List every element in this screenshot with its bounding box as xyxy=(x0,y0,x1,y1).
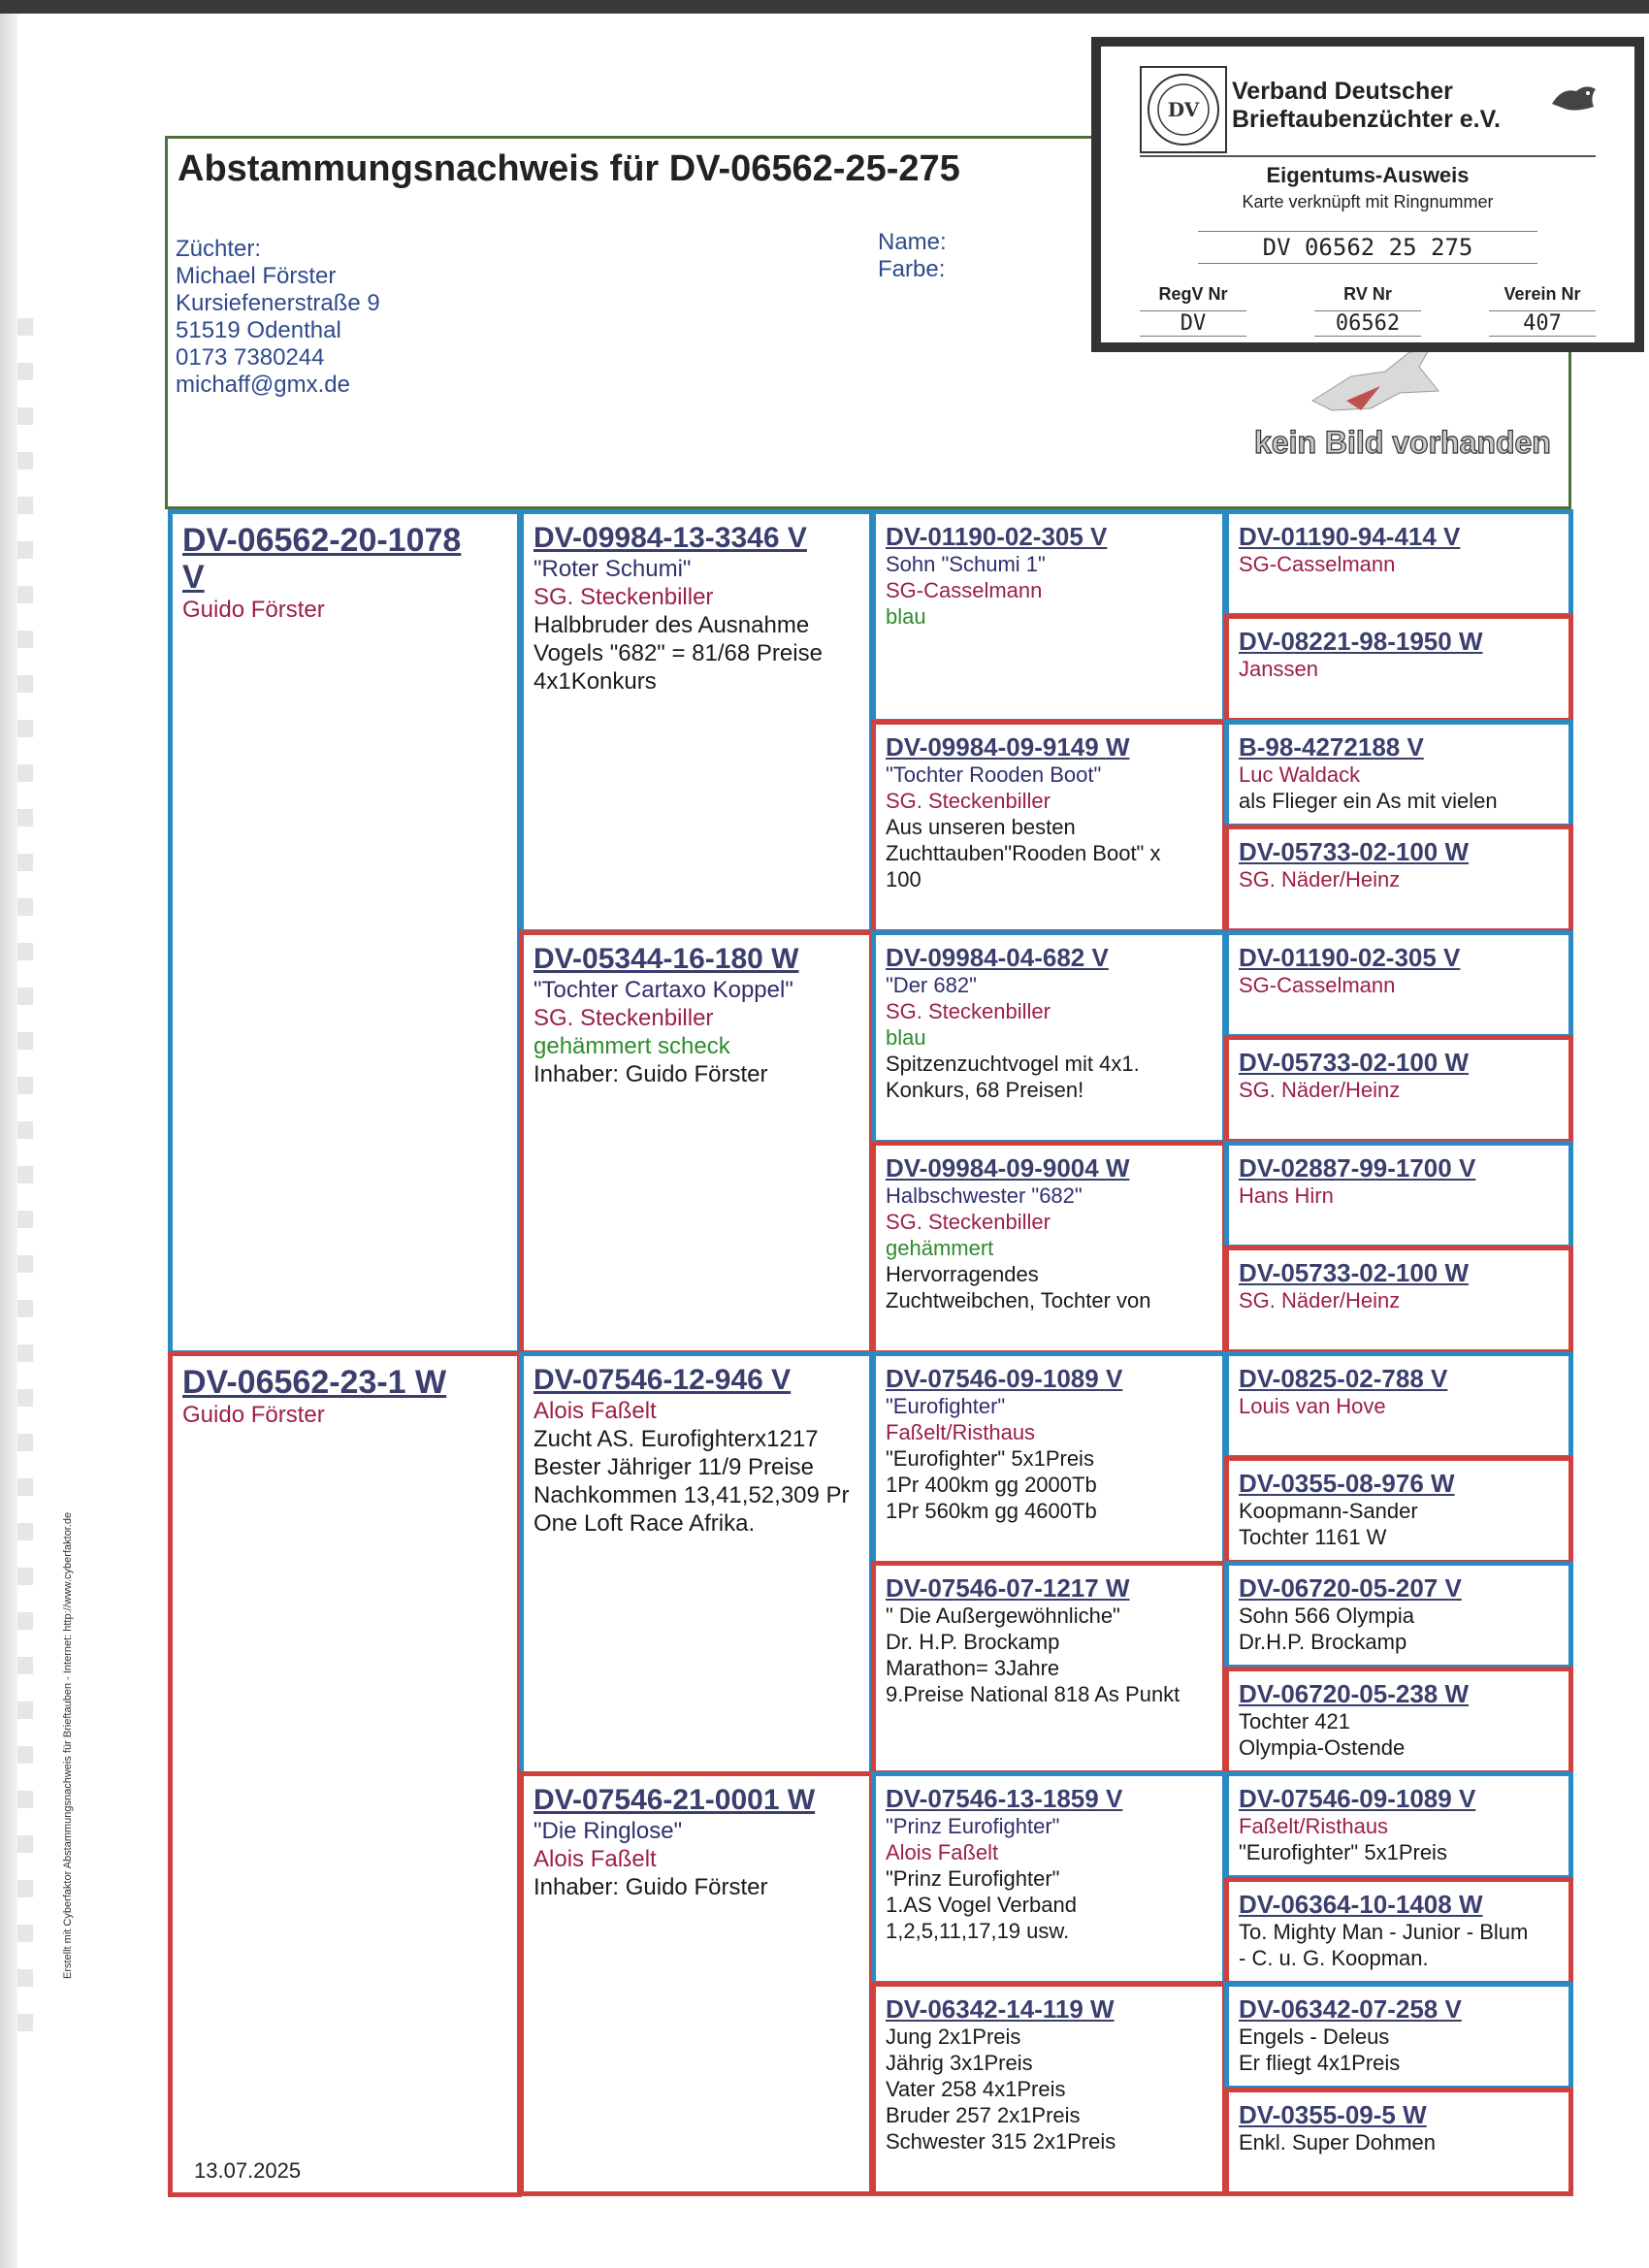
breeder-phone: 0173 7380244 xyxy=(176,344,325,371)
ring-number: DV-0355-08-976 W xyxy=(1239,1469,1455,1498)
ring-number: DV-08221-98-1950 W xyxy=(1239,627,1483,656)
pedigree-breeder: SG-Casselmann xyxy=(1239,973,1396,997)
ring-number: DV-06342-14-119 W xyxy=(886,1994,1115,2024)
pedigree-breeder: Alois Faßelt xyxy=(534,1398,657,1424)
pedigree-breeder: Luc Waldack xyxy=(1239,762,1361,787)
ring-number: DV-06562-20-1078 xyxy=(182,522,462,559)
ring-number: DV-06720-05-207 V xyxy=(1239,1573,1462,1603)
card-verein-label: Verein Nr xyxy=(1504,284,1581,304)
pedigree-name: "Eurofighter" xyxy=(886,1394,1006,1418)
pedigree-cell-gen4-6 xyxy=(1224,1035,1573,1144)
pedigree-text: 100 xyxy=(886,867,922,891)
ring-number: DV-07546-09-1089 V xyxy=(1239,1784,1476,1813)
pigeon-icon xyxy=(1547,80,1600,118)
breeder-city: 51519 Odenthal xyxy=(176,317,341,343)
pedigree-breeder: Guido Förster xyxy=(182,1402,325,1428)
ring-number: DV-06342-07-258 V xyxy=(1239,1994,1462,2024)
card-subtitle: Karte verknüpft mit Ringnummer xyxy=(1242,192,1494,211)
pedigree-cell-gen2-2 xyxy=(519,930,874,1355)
pedigree-breeder: SG. Näder/Heinz xyxy=(1239,1288,1401,1312)
pedigree-cell-gen4-13 xyxy=(1224,1771,1573,1880)
ring-number: DV-02887-99-1700 V xyxy=(1239,1153,1476,1183)
card-verein xyxy=(1489,284,1596,337)
pedigree-breeder: SG-Casselmann xyxy=(886,578,1043,602)
scan-edge xyxy=(0,0,17,2268)
pedigree-text: Dr.H.P. Brockamp xyxy=(1239,1630,1407,1654)
pedigree-cell-gen3-8 xyxy=(871,1982,1227,2196)
pedigree-cell-gen4-14 xyxy=(1224,1877,1573,1986)
pedigree-breeder: Faßelt/Risthaus xyxy=(886,1420,1036,1444)
ring-number: DV-06364-10-1408 W xyxy=(1239,1890,1483,1919)
pedigree-text: Olympia-Ostende xyxy=(1239,1735,1406,1760)
pedigree-text: Schwester 315 2x1Preis xyxy=(886,2129,1116,2154)
pedigree-breeder: Guido Förster xyxy=(182,597,325,623)
pedigree-cell-gen4-5 xyxy=(1224,930,1573,1039)
breeder-label: Züchter: xyxy=(176,236,262,262)
card-org-name xyxy=(1232,78,1501,134)
card-regv-label: RegV Nr xyxy=(1158,284,1228,304)
card-verein-value: 407 xyxy=(1489,310,1596,337)
pedigree-text: Engels - Deleus xyxy=(1239,2025,1390,2049)
pedigree-cell-gen3-1 xyxy=(871,509,1227,724)
pedigree-cell-gen4-16 xyxy=(1224,2088,1573,2196)
pedigree-breeder: Faßelt/Risthaus xyxy=(1239,1814,1389,1838)
pedigree-cell-gen3-4 xyxy=(871,1141,1227,1355)
pedigree-cell-gen2-3 xyxy=(519,1351,874,1776)
card-org-line1: Verband Deutscher xyxy=(1232,78,1453,105)
pedigree-breeder: SG-Casselmann xyxy=(1239,552,1396,576)
ring-number: DV-01190-02-305 V xyxy=(1239,943,1461,972)
side-credit: Erstellt mit Cyberfaktor Abstammungsnachweis für Brieftauben - Internet: http://www.cyberfaktor.de xyxy=(62,1511,74,1979)
card-regv-value: DV xyxy=(1140,310,1246,337)
card-divider xyxy=(1140,155,1596,157)
pedigree-text: One Loft Race Afrika. xyxy=(534,1510,756,1537)
ring-number: DV-05733-02-100 W xyxy=(1239,837,1470,866)
card-rv-label: RV Nr xyxy=(1343,284,1392,304)
print-date: 13.07.2025 xyxy=(194,2158,302,2183)
pedigree-name: Halbschwester "682" xyxy=(886,1183,1083,1208)
pedigree-breeder: SG. Steckenbiller xyxy=(886,789,1051,813)
pedigree-name: "Prinz Eurofighter" xyxy=(886,1814,1060,1838)
ring-number: DV-01190-02-305 V xyxy=(886,522,1108,551)
pedigree-breeder: SG. Steckenbiller xyxy=(534,584,714,610)
pedigree-text: Jährig 3x1Preis xyxy=(886,2051,1033,2075)
pedigree-cell-gen3-5 xyxy=(871,1351,1227,1566)
pedigree-text: Koopmann-Sander xyxy=(1239,1499,1418,1523)
pedigree-cell-gen3-7 xyxy=(871,1771,1227,1986)
pedigree-text: als Flieger ein As mit vielen xyxy=(1239,789,1498,813)
pedigree-cell-gen4-3 xyxy=(1224,720,1573,828)
ring-number: DV-0825-02-788 V xyxy=(1239,1364,1448,1393)
breeder-email: michaff@gmx.de xyxy=(176,372,350,398)
ring-number: DV-07546-21-0001 W xyxy=(534,1784,816,1816)
pedigree-text: Tochter 421 xyxy=(1239,1709,1350,1733)
ring-number: DV-05733-02-100 W xyxy=(1239,1048,1470,1077)
pedigree-cell-gen4-12 xyxy=(1224,1667,1573,1775)
ring-number: DV-07546-13-1859 V xyxy=(886,1784,1123,1813)
pedigree-text: Aus unseren besten xyxy=(886,815,1076,839)
pedigree-color: gehämmert scheck xyxy=(534,1033,730,1059)
pedigree-text: Enkl. Super Dohmen xyxy=(1239,2130,1436,2155)
pedigree-text: 4x1Konkurs xyxy=(534,668,657,695)
pedigree-breeder: Janssen xyxy=(1239,657,1318,681)
pedigree-text: Halbbruder des Ausnahme xyxy=(534,612,810,638)
ring-number: DV-09984-09-9004 W xyxy=(886,1153,1130,1183)
card-rv-value: 06562 xyxy=(1314,310,1421,337)
pedigree-cell-gen4-2 xyxy=(1224,614,1573,723)
pedigree-cell-gen4-11 xyxy=(1224,1561,1573,1669)
pedigree-text: Inhaber: Guido Förster xyxy=(534,1061,768,1087)
pedigree-breeder: Louis van Hove xyxy=(1239,1394,1386,1418)
pedigree-text: - C. u. G. Koopman. xyxy=(1239,1946,1429,1970)
pedigree-breeder: SG. Steckenbiller xyxy=(534,1005,714,1031)
ring-number: DV-0355-09-5 W xyxy=(1239,2100,1427,2129)
card-ring-number: DV 06562 25 275 xyxy=(1198,231,1537,264)
pedigree-name: "Tochter Rooden Boot" xyxy=(886,762,1102,787)
pedigree-text: Inhaber: Guido Förster xyxy=(534,1874,768,1900)
pedigree-breeder: Hans Hirn xyxy=(1239,1183,1334,1208)
pedigree-text: 9.Preise National 818 As Punkt xyxy=(886,1682,1180,1706)
pedigree-cell-gen1-1 xyxy=(168,509,522,1355)
pedigree-color: blau xyxy=(886,604,926,629)
ring-suffix: V xyxy=(182,559,205,596)
ring-number: DV-09984-13-3346 V xyxy=(534,522,807,554)
pedigree-cell-gen4-1 xyxy=(1224,509,1573,618)
breeder-street: Kursiefenerstraße 9 xyxy=(176,290,380,316)
color-label: Farbe: xyxy=(878,256,946,282)
pedigree-text: Sohn 566 Olympia xyxy=(1239,1604,1414,1628)
pedigree-cell-gen3-6 xyxy=(871,1561,1227,1775)
ring-number: DV-06720-05-238 W xyxy=(1239,1679,1470,1708)
pedigree-cell-gen4-9 xyxy=(1224,1351,1573,1460)
pedigree-breeder: SG. Näder/Heinz xyxy=(1239,1078,1401,1102)
ownership-card xyxy=(1091,37,1644,352)
pedigree-breeder: SG. Steckenbiller xyxy=(886,1210,1051,1234)
pedigree-text: Jung 2x1Preis xyxy=(886,2025,1021,2049)
ring-number: DV-05344-16-180 W xyxy=(534,943,799,975)
pedigree-name: Sohn "Schumi 1" xyxy=(886,552,1046,576)
pedigree-text: "Prinz Eurofighter" xyxy=(886,1866,1060,1891)
pedigree-text: Zuchtweibchen, Tochter von xyxy=(886,1288,1151,1312)
ring-number: DV-07546-07-1217 W xyxy=(886,1573,1130,1603)
pedigree-text: Hervorragendes xyxy=(886,1262,1039,1286)
pedigree-color: gehämmert xyxy=(886,1236,994,1260)
ring-number: DV-09984-09-9149 W xyxy=(886,732,1130,761)
pedigree-name: "Der 682" xyxy=(886,973,977,997)
breeder-block xyxy=(176,236,380,399)
pedigree-text: Marathon= 3Jahre xyxy=(886,1656,1060,1680)
pedigree-text: " Die Außergewöhnliche" xyxy=(886,1604,1120,1628)
pedigree-breeder: SG. Näder/Heinz xyxy=(1239,867,1401,891)
pedigree-text: Vater 258 4x1Preis xyxy=(886,2077,1066,2101)
pedigree-name: "Die Ringlose" xyxy=(534,1818,683,1844)
ring-number: DV-07546-12-946 V xyxy=(534,1364,792,1396)
pedigree-text: Zucht AS. Eurofighterx1217 xyxy=(534,1426,819,1452)
binder-holes xyxy=(17,291,33,2037)
scan-top-edge xyxy=(0,0,1649,14)
pedigree-text: Zuchttauben"Rooden Boot" x xyxy=(886,841,1161,865)
card-rv xyxy=(1314,284,1421,337)
page-title: Abstammungsnachweis für DV-06562-25-275 xyxy=(178,148,960,189)
pedigree-cell-gen4-15 xyxy=(1224,1982,1573,2090)
no-image-label: kein Bild vorhanden xyxy=(1254,425,1551,460)
pedigree-breeder: Alois Faßelt xyxy=(886,1840,999,1864)
pedigree-name: "Tochter Cartaxo Koppel" xyxy=(534,977,793,1003)
pedigree-text: Bruder 257 2x1Preis xyxy=(886,2103,1081,2127)
name-label: Name: xyxy=(878,229,947,255)
card-type: Eigentums-Ausweis xyxy=(1266,163,1470,187)
pedigree-cell-gen1-2 xyxy=(168,1351,522,2197)
pedigree-cell-gen2-4 xyxy=(519,1771,874,2196)
pedigree-cell-gen2-1 xyxy=(519,509,874,934)
pedigree-cell-gen4-7 xyxy=(1224,1141,1573,1249)
pedigree-cell-gen3-2 xyxy=(871,720,1227,934)
pedigree-text: To. Mighty Man - Junior - Blum xyxy=(1239,1920,1529,1944)
pedigree-text: Konkurs, 68 Preisen! xyxy=(886,1078,1084,1102)
card-org-line2: Brieftaubenzüchter e.V. xyxy=(1232,106,1501,133)
pedigree-cell-gen3-3 xyxy=(871,930,1227,1145)
breeder-name: Michael Förster xyxy=(176,263,337,289)
pedigree-text: "Eurofighter" 5x1Preis xyxy=(1239,1840,1447,1864)
pedigree-text: 1.AS Vogel Verband xyxy=(886,1893,1077,1917)
pedigree-text: Dr. H.P. Brockamp xyxy=(886,1630,1060,1654)
pedigree-text: Er fliegt 4x1Preis xyxy=(1239,2051,1401,2075)
pedigree-text: Nachkommen 13,41,52,309 Pr xyxy=(534,1482,850,1508)
ring-number: DV-01190-94-414 V xyxy=(1239,522,1461,551)
pedigree-cell-gen4-8 xyxy=(1224,1246,1573,1354)
pedigree-text: 1Pr 400km gg 2000Tb xyxy=(886,1473,1097,1497)
ring-number: DV-06562-23-1 W xyxy=(182,1364,447,1401)
pedigree-text: 1Pr 560km gg 4600Tb xyxy=(886,1499,1097,1523)
card-regv xyxy=(1140,284,1246,337)
pedigree-text: Bester Jähriger 11/9 Preise xyxy=(534,1454,815,1480)
pedigree-cell-gen4-10 xyxy=(1224,1456,1573,1565)
vdbz-logo-icon xyxy=(1140,66,1227,153)
pedigree-name: "Roter Schumi" xyxy=(534,556,692,582)
pedigree-breeder: SG. Steckenbiller xyxy=(886,999,1051,1023)
svg-text:DV: DV xyxy=(1167,98,1200,121)
pedigree-text: "Eurofighter" 5x1Preis xyxy=(886,1446,1094,1471)
pedigree-cell-gen4-4 xyxy=(1224,825,1573,933)
ring-number: DV-05733-02-100 W xyxy=(1239,1258,1470,1287)
pedigree-text: 1,2,5,11,17,19 usw. xyxy=(886,1919,1070,1943)
pedigree-text: Spitzenzuchtvogel mit 4x1. xyxy=(886,1052,1140,1076)
pigeon-fields xyxy=(878,229,947,283)
pedigree-breeder: Alois Faßelt xyxy=(534,1846,657,1872)
pedigree-color: blau xyxy=(886,1025,926,1050)
ring-number: B-98-4272188 V xyxy=(1239,732,1424,761)
pedigree-text: Vogels "682" = 81/68 Preise xyxy=(534,640,823,666)
ring-number: DV-09984-04-682 V xyxy=(886,943,1109,972)
ring-number: DV-07546-09-1089 V xyxy=(886,1364,1123,1393)
pedigree-text: Tochter 1161 W xyxy=(1239,1525,1387,1549)
